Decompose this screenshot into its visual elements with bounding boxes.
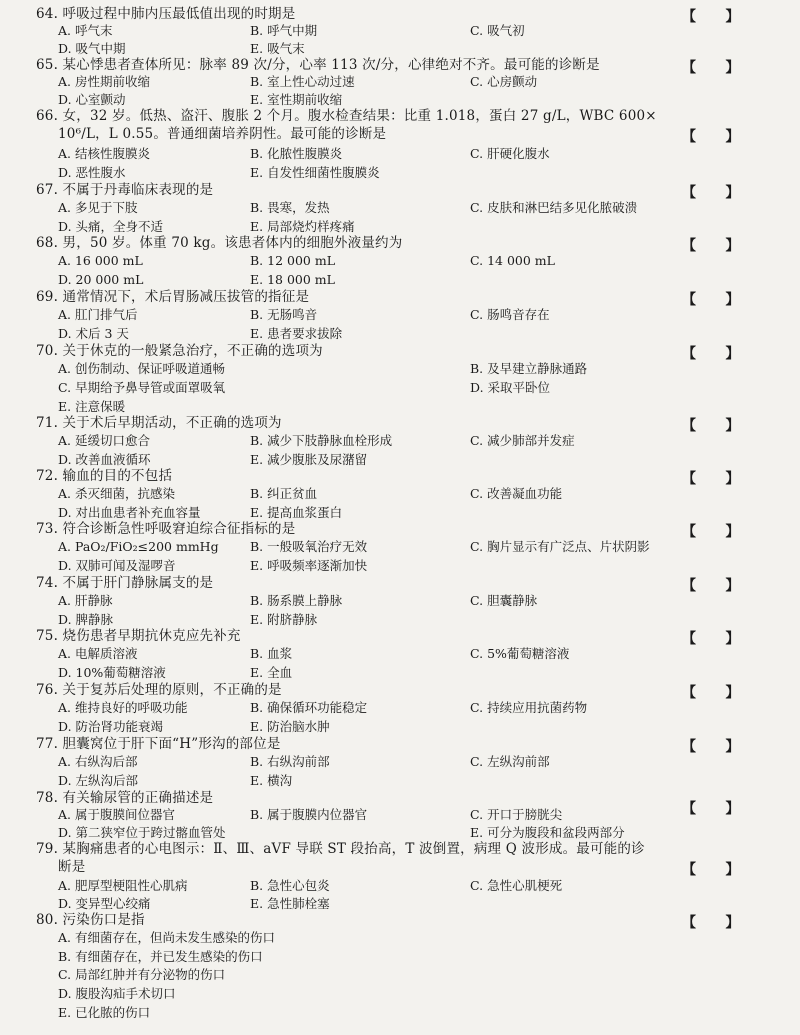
option-d: D. 术后 3 天 [58,326,129,341]
option-c: C. 皮肤和淋巴结多见化脓破溃 [470,200,638,215]
option-a: A. 肛门排气后 [58,307,138,322]
answer-bracket: 【 】 [682,524,742,540]
option-b: B. 纠正贫血 [250,486,318,501]
question-stem-continued: 10⁶/L，L 0.55。普通细菌培养阴性。最可能的诊断是 [58,126,387,142]
option-c: C. 改善凝血功能 [470,486,563,501]
option-d: D. 变异型心绞痛 [58,896,151,911]
question-stem: 69. 通常情况下，术后胃肠减压拔管的指征是 [36,289,310,305]
option-c: C. 急性心肌梗死 [470,878,563,893]
answer-bracket: 【 】 [682,631,742,647]
option-c: C. 早期给予鼻导管或面罩吸氧 [58,380,226,395]
option-b: B. 呼气中期 [250,23,318,38]
option-b: B. 一般吸氧治疗无效 [250,539,368,554]
question-stem: 64. 呼吸过程中肺内压最低值出现的时期是 [36,6,296,22]
option-e: E. 可分为腹段和盆段两部分 [470,825,625,840]
question-stem: 77. 胆囊窝位于肝下面“H”形沟的部位是 [36,736,281,752]
option-c: C. 肝硬化腹水 [470,146,550,161]
question-stem: 74. 不属于肝门静脉属支的是 [36,575,214,591]
option-a: A. 电解质溶液 [58,646,138,661]
option-d: D. 第二狭窄位于跨过髂血管处 [58,825,226,840]
option-d: D. 吸气中期 [58,41,126,56]
option-e: E. 室性期前收缩 [250,92,343,107]
option-c: C. 减少肺部并发症 [470,433,575,448]
option-e: E. 附脐静脉 [250,612,318,627]
option-b: B. 肠系膜上静脉 [250,593,343,608]
question-stem: 68. 男，50 岁。体重 70 kg。该患者体内的细胞外液量约为 [36,235,403,251]
option-e: E. 局部烧灼样疼痛 [250,219,355,234]
option-a: A. 杀灭细菌，抗感染 [58,486,175,501]
option-c: C. 持续应用抗菌药物 [470,700,588,715]
option-a: A. PaO₂/FiO₂≤200 mmHg [58,539,219,554]
answer-bracket: 【 】 [682,9,742,25]
option-e: E. 减少腹胀及尿潴留 [250,452,368,467]
question-stem-continued: 断是 [58,859,86,875]
option-e: E. 患者要求拔除 [250,326,343,341]
option-d: D. 20 000 mL [58,272,144,287]
option-a: A. 延缓切口愈合 [58,433,150,448]
option-d: D. 双肺可闻及湿啰音 [58,558,176,573]
option-b: B. 及早建立静脉通路 [470,361,588,376]
answer-bracket: 【 】 [682,862,742,878]
answer-bracket: 【 】 [682,471,742,487]
option-a: A. 有细菌存在，但尚未发生感染的伤口 [58,930,275,945]
answer-bracket: 【 】 [682,185,742,201]
option-c: C. 局部红肿并有分泌物的伤口 [58,967,226,982]
option-a: A. 创伤制动、保证呼吸道通畅 [58,361,225,376]
question-stem: 72. 输血的目的不包括 [36,468,173,484]
option-d: D. 防治肾功能衰竭 [58,719,164,734]
question-stem: 79. 某胸痛患者的心电图示：Ⅱ、Ⅲ、aVF 导联 ST 段抬高，T 波倒置，病理 Q 波形成。最可能的诊 [36,841,645,857]
answer-bracket: 【 】 [682,801,742,817]
option-b: B. 血浆 [250,646,293,661]
option-a: A. 多见于下肢 [58,200,138,215]
answer-bracket: 【 】 [682,292,742,308]
answer-bracket: 【 】 [682,418,742,434]
option-d: D. 腹股沟疝手术切口 [58,986,176,1001]
option-a: A. 肥厚型梗阻性心肌病 [58,878,188,893]
question-stem: 76. 关于复苏后处理的原则，不正确的是 [36,682,282,698]
option-d: D. 10%葡萄糖溶液 [58,665,166,680]
option-b: B. 减少下肢静脉血栓形成 [250,433,393,448]
option-a: A. 房性期前收缩 [58,74,150,89]
answer-bracket: 【 】 [682,238,742,254]
option-b: B. 室上性心动过速 [250,74,355,89]
answer-bracket: 【 】 [682,60,742,76]
option-a: A. 呼气末 [58,23,113,38]
question-stem: 73. 符合诊断急性呼吸窘迫综合征指标的是 [36,521,296,537]
option-d: D. 心室颤动 [58,92,126,107]
answer-bracket: 【 】 [682,915,742,931]
option-c: C. 胆囊静脉 [470,593,538,608]
option-c: C. 开口于膀胱尖 [470,807,563,822]
option-d: D. 左纵沟后部 [58,773,139,788]
option-c: C. 吸气初 [470,23,525,38]
option-b: B. 右纵沟前部 [250,754,330,769]
answer-bracket: 【 】 [682,739,742,755]
option-d: D. 对出血患者补充血容量 [58,505,201,520]
option-e: E. 急性肺栓塞 [250,896,330,911]
option-e: E. 吸气末 [250,41,305,56]
option-b: B. 属于腹膜内位器官 [250,807,368,822]
question-stem: 66. 女，32 岁。低热、盗汗、腹胀 2 个月。腹水检查结果：比重 1.018，蛋白 27 g/L，WBC 600× [36,108,657,124]
option-b: B. 急性心包炎 [250,878,330,893]
option-b: B. 畏寒，发热 [250,200,330,215]
option-e: E. 提高血浆蛋白 [250,505,343,520]
option-c: C. 5%葡萄糖溶液 [470,646,570,661]
question-stem: 71. 关于术后早期活动，不正确的选项为 [36,415,282,431]
option-b: B. 化脓性腹膜炎 [250,146,343,161]
question-stem: 80. 污染伤口是指 [36,912,145,928]
option-a: A. 结核性腹膜炎 [58,146,150,161]
option-d: D. 脾静脉 [58,612,114,627]
option-e: E. 18 000 mL [250,272,335,287]
question-stem: 65. 某心悸患者查体所见：脉率 89 次/分，心率 113 次/分，心律绝对不齐。最可能的诊断是 [36,57,600,73]
answer-bracket: 【 】 [682,346,742,362]
option-c: C. 胸片显示有广泛点、片状阴影 [470,539,650,554]
option-d: D. 恶性腹水 [58,165,126,180]
answer-bracket: 【 】 [682,685,742,701]
option-b: B. 12 000 mL [250,253,335,268]
option-e: E. 全血 [250,665,293,680]
question-stem: 70. 关于休克的一般紧急治疗，不正确的选项为 [36,343,323,359]
question-stem: 75. 烧伤患者早期抗休克应先补充 [36,628,241,644]
option-c: C. 左纵沟前部 [470,754,550,769]
answer-bracket: 【 】 [682,129,742,145]
option-a: A. 肝静脉 [58,593,113,608]
question-stem: 67. 不属于丹毒临床表现的是 [36,182,214,198]
option-b: B. 无肠鸣音 [250,307,318,322]
question-stem: 78. 有关输尿管的正确描述是 [36,790,214,806]
option-a: A. 维持良好的呼吸功能 [58,700,188,715]
option-e: E. 已化脓的伤口 [58,1005,151,1020]
option-b: B. 确保循环功能稳定 [250,700,368,715]
option-c: C. 肠鸣音存在 [470,307,550,322]
option-e: E. 呼吸频率逐渐加快 [250,558,368,573]
option-e: E. 防治脑水肿 [250,719,330,734]
option-d: D. 头痛，全身不适 [58,219,164,234]
option-a: A. 16 000 mL [58,253,143,268]
option-c: C. 14 000 mL [470,253,555,268]
option-b: B. 有细菌存在，并已发生感染的伤口 [58,949,263,964]
option-d: D. 改善血液循环 [58,452,151,467]
option-d: D. 采取平卧位 [470,380,551,395]
option-c: C. 心房颤动 [470,74,538,89]
option-a: A. 属于腹膜间位器官 [58,807,175,822]
option-a: A. 右纵沟后部 [58,754,138,769]
option-e: E. 自发性细菌性腹膜炎 [250,165,380,180]
answer-bracket: 【 】 [682,578,742,594]
option-e: E. 横沟 [250,773,293,788]
option-e: E. 注意保暖 [58,399,126,414]
